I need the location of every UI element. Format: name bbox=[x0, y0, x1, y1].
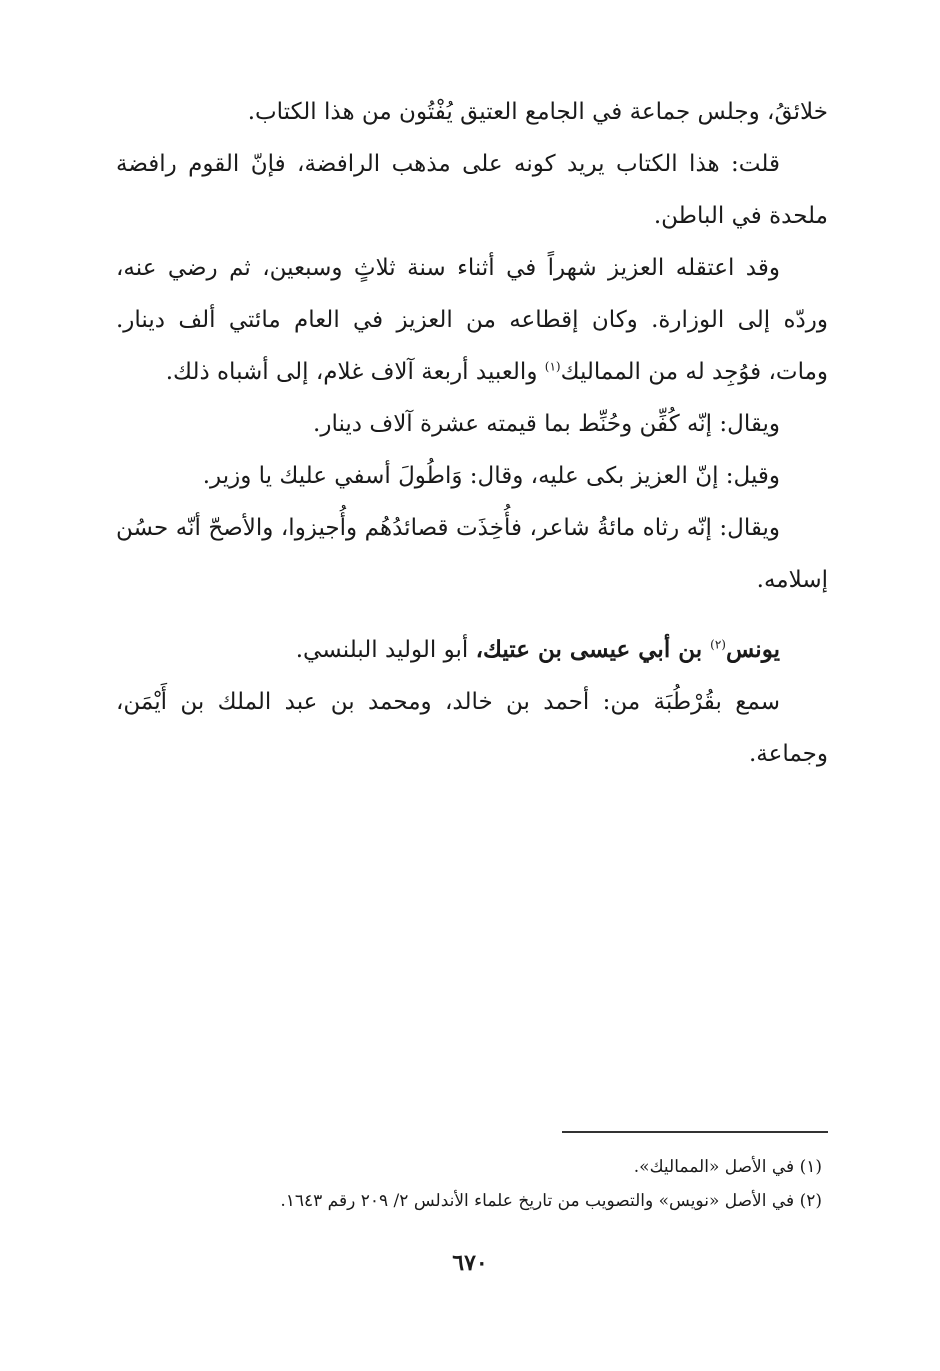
paragraph-2 bbox=[116, 138, 828, 242]
biography-entry-heading bbox=[116, 624, 828, 676]
paragraph-7 bbox=[116, 676, 828, 780]
footnote-ref-1[interactable]: (١) bbox=[544, 359, 561, 374]
paragraph-3 bbox=[116, 242, 828, 398]
footnote-separator bbox=[562, 1131, 828, 1133]
footnote-1: (١) في الأصل «المماليك». bbox=[633, 1157, 822, 1177]
paragraph-6-text: ويقال: إنّه رثاه مائةُ شاعر، فأُخِذَت قصائدُهُم وأُجيزوا، والأصحّ أنّه حسُن إسلامه. bbox=[116, 515, 828, 593]
paragraph-7-text: سمع بقُرْطُبَة من: أحمد بن خالد، ومحمد بن عبد الملك بن أَيْمَن، وجماعة. bbox=[116, 689, 828, 767]
footnote-ref-2[interactable]: (٢) bbox=[710, 637, 726, 652]
paragraph-6 bbox=[116, 502, 828, 606]
paragraph-5-text: وقيل: إنّ العزيز بكى عليه، وقال: وَاطُولَ أسفي عليك يا وزير. bbox=[202, 463, 780, 489]
paragraph-5 bbox=[116, 450, 828, 502]
paragraph-1 bbox=[116, 86, 828, 138]
page-number: ٦٧٠ bbox=[452, 1250, 488, 1276]
entry-lineage: بن أبي عيسى بن عتيك، bbox=[475, 636, 711, 663]
entry-name: يونس bbox=[725, 636, 780, 663]
main-text bbox=[116, 86, 828, 780]
paragraph-4-text: ويقال: إنّه كُفِّن وحُنِّط بما قيمته عشرة آلاف دينار. bbox=[313, 411, 780, 437]
footnotes bbox=[116, 1150, 822, 1218]
paragraph-3-text: وقد اعتقله العزيز شهراً في أثناء سنة ثلاثٍ وسبعين، ثم رضي عنه، وردّه إلى الوزارة. وكان إقطاعه من العزيز في العام مائتي ألف دينار. ومات، فوُجِد له من المماليك bbox=[116, 255, 828, 385]
entry-kunya: أبو الوليد البلنسي. bbox=[295, 637, 476, 663]
paragraph-1-text: خلائقُ، وجلس جماعة في الجامع العتيق يُفْتُون من هذا الكتاب. bbox=[247, 99, 828, 125]
footnote-2: (٢) في الأصل «نويس» والتصويب من تاريخ علماء الأندلس ٢/ ٢٠٩ رقم ١٦٤٣. bbox=[280, 1191, 822, 1211]
paragraph-2-text: قلت: هذا الكتاب يريد كونه على مذهب الرافضة، فإنّ القوم رافضة ملحدة في الباطن. bbox=[116, 151, 828, 229]
paragraph-4 bbox=[116, 398, 828, 450]
paragraph-3-text-end: والعبيد أربعة آلاف غلام، إلى أشباه ذلك. bbox=[165, 359, 545, 385]
